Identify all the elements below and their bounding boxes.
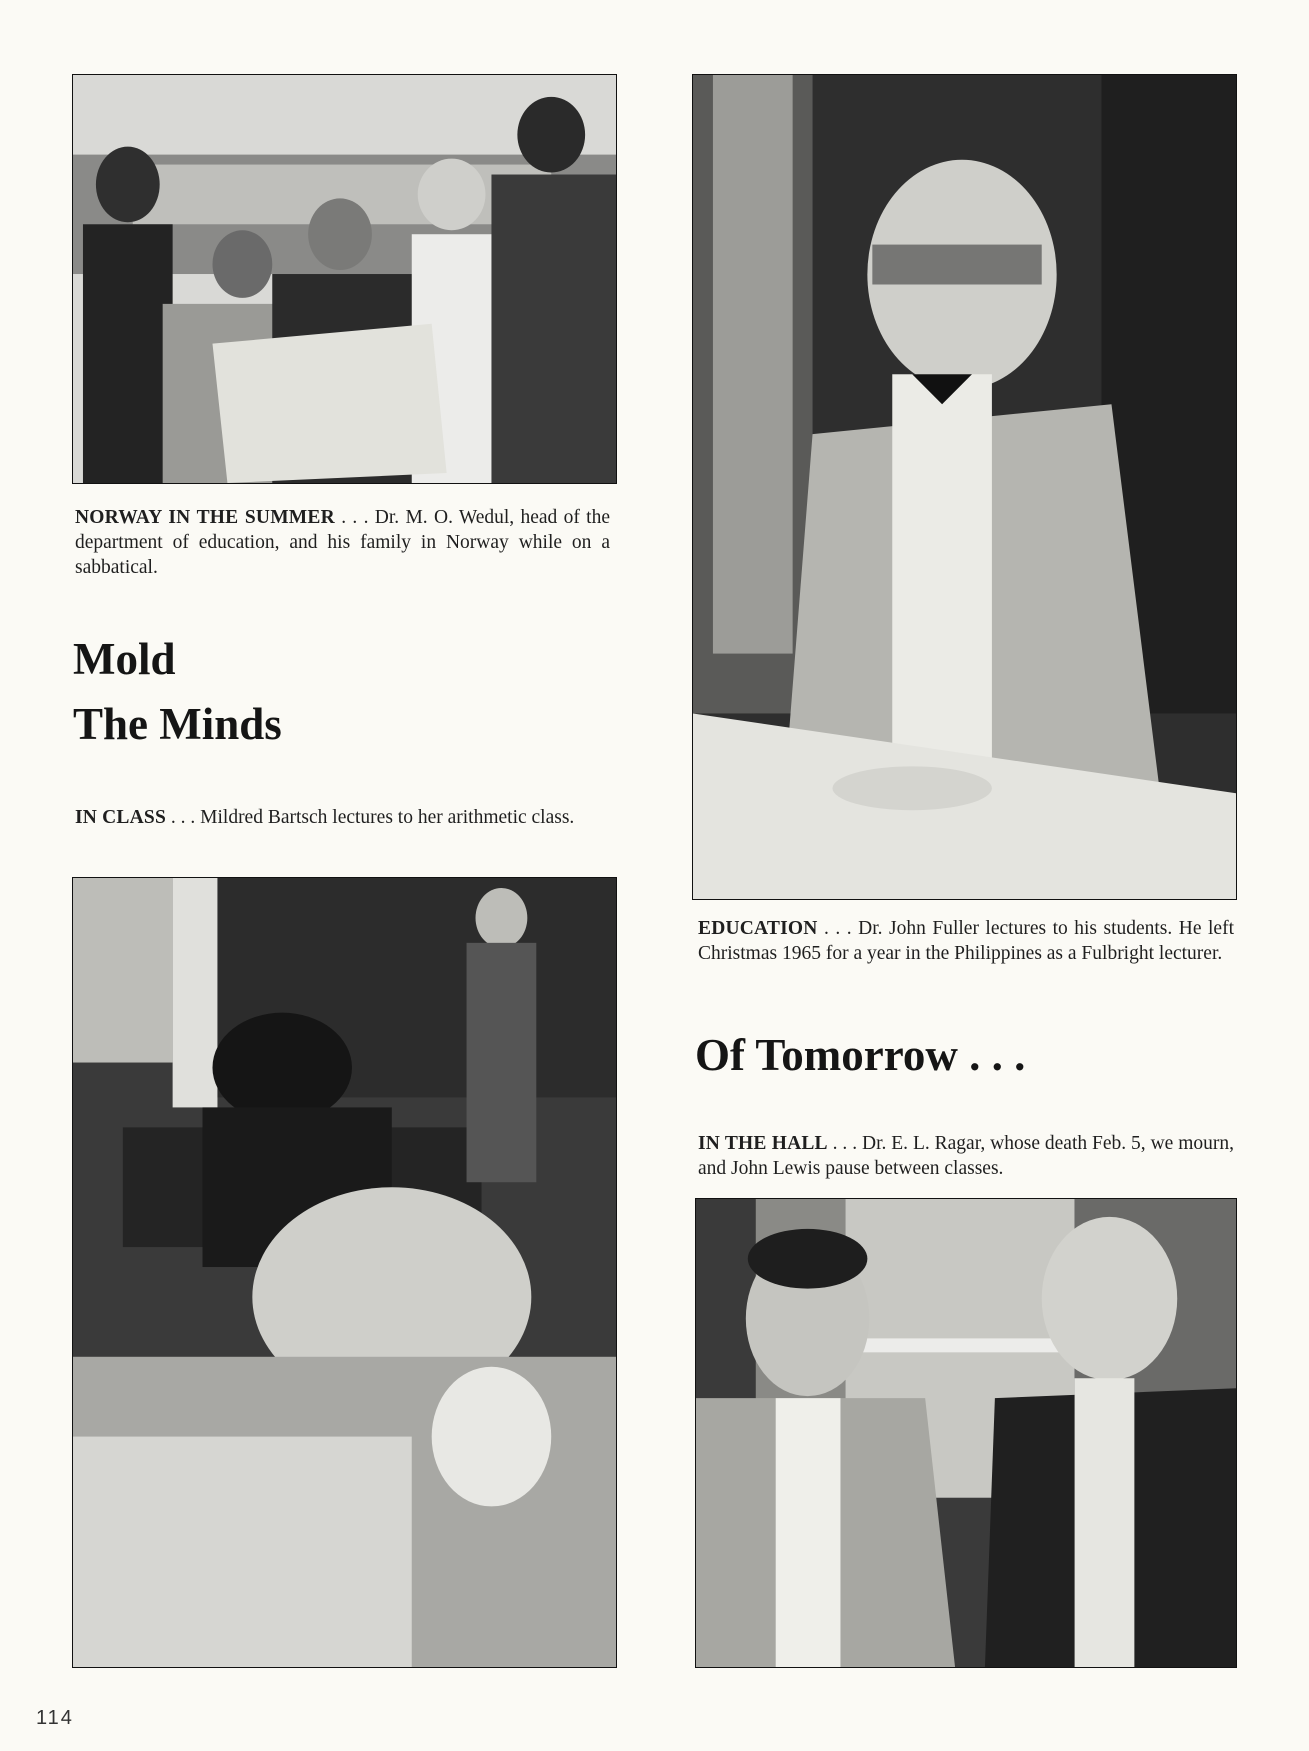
caption-in-hall-lead: IN THE HALL (698, 1133, 828, 1154)
heading-line-2: The Minds (73, 699, 282, 749)
caption-in-class (75, 805, 610, 830)
photo-in-hall (695, 1198, 1237, 1668)
photo-in-class-image (73, 878, 616, 1667)
caption-education-text: . . . Dr. John Fuller lectures to his students. He left Christmas 1965 for a year in the Philippines as a Fulbright lecturer. (698, 918, 1234, 964)
caption-education (698, 916, 1234, 966)
caption-norway-text: . . . Dr. M. O. Wedul, head of the department of education, and his family in Norway while on a sabbatical. (75, 507, 610, 578)
heading-the-minds (73, 693, 282, 755)
caption-in-hall-text: . . . Dr. E. L. Ragar, whose death Feb. 5, we mourn, and John Lewis pause between classes. (698, 1133, 1234, 1179)
caption-education-lead: EDUCATION (698, 918, 818, 939)
heading-of-tomorrow (695, 1024, 1025, 1086)
photo-norway-image (73, 75, 616, 483)
caption-in-class-lead: IN CLASS (75, 807, 167, 828)
heading-line-3: Of Tomorrow . . . (695, 1030, 1026, 1080)
photo-education-image (693, 75, 1236, 899)
heading-line-1: Mold (73, 634, 176, 684)
caption-in-class-text: . . . Mildred Bartsch lectures to her arithmetic class. (166, 807, 575, 828)
photo-in-class (72, 877, 617, 1668)
photo-education (692, 74, 1237, 900)
caption-in-hall (698, 1131, 1234, 1181)
heading-mold (73, 628, 176, 690)
photo-norway (72, 74, 617, 484)
photo-in-hall-image (696, 1199, 1236, 1667)
page-number: 114 (36, 1707, 74, 1729)
caption-norway (75, 505, 610, 580)
caption-norway-lead: NORWAY IN THE SUMMER (75, 507, 335, 528)
